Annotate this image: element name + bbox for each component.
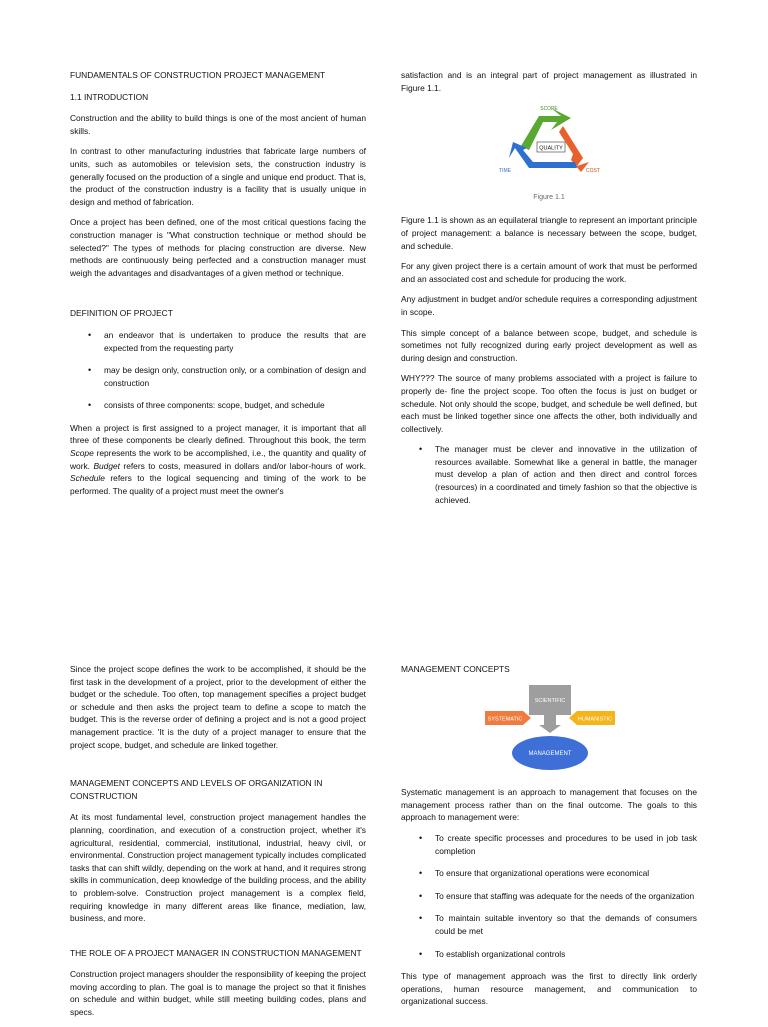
balance-concept-paragraph: This simple concept of a balance between scope, budget, and schedule is sometimes not fully recognized during early project development as well as during design and construction. [401, 327, 697, 363]
list-item: • consists of three components: scope, budget, and schedule [70, 399, 366, 412]
manager-list [401, 443, 697, 506]
text-fragment: refers to costs, measured in dollars and/or labor-hours of work. [119, 460, 366, 471]
management-concepts-diagram [401, 685, 697, 779]
fundamental-level-paragraph: At its most fundamental level, construction project management handles the planning, coordination, and execution of a construction project, whether it's agricultural, residential, commercial, institutional, industrial, heavy civil, or environmental. Construction project management typically includes complicated tasks that can shift wildly, depending on the work at hand, and it requires strong skills in communication, deep knowledge of the building process, and the ability to problem-solve. Construction project management is a complex field, requiring knowledge in many different areas like finance, mediation, law, business, and more. [70, 812, 366, 924]
scope-first-paragraph: Since the project scope defines the work to be accomplished, it should be the first task in the development of a project, prior to the development of either the budget or the schedule. Too often, top management specifies a project budget or schedule and then asks the project team to define a scope to match the budget. This is the reverse order of defining a project and is not a good project management practice. 'It is the duty of a project manager to ensure that the project scope, budget, and schedule are linked together. [70, 664, 366, 750]
cost-label: COST [586, 168, 600, 175]
scope-term: Scope [70, 448, 94, 459]
adjustment-paragraph: Any adjustment in budget and/or schedule requires a corresponding adjustment in scope. [401, 294, 697, 317]
definition-heading: DEFINITION OF PROJECT [70, 308, 173, 319]
management-levels-heading: MANAGEMENT CONCEPTS AND LEVELS OF ORGANIZATION IN CONSTRUCTION [70, 778, 323, 801]
triangle-explanation-paragraph: Figure 1.1 is shown as an equilateral triangle to represent an important principle of project management: a balance is necessary between the scope, budget, and schedule. [401, 215, 697, 251]
project-manager-role-heading: THE ROLE OF A PROJECT MANAGER IN CONSTRUCTION MANAGEMENT [70, 947, 362, 958]
top-right-column [401, 69, 697, 516]
humanistic-label: HUMANISTIC [577, 716, 613, 723]
section-introduction-heading: 1.1 INTRODUCTION [70, 91, 149, 102]
why-paragraph: WHY??? The source of many problems associated with a project is failure to properly de- fine the project scope. Too often the focus is just on budget or schedule. Not only should the scope, budget, and schedule be well defined, but each must be linked together since one affects the other, both individually and collectively. [401, 373, 697, 434]
text-fragment: represents the work to be accomplished, i.e., the quantity and quality of work. [70, 448, 366, 471]
scope-label: SCOPE [540, 106, 558, 113]
schedule-term: Schedule [70, 473, 105, 484]
bottom-right-column [401, 663, 697, 1016]
bottom-left-column [70, 663, 366, 1027]
list-item: • To ensure that staffing was adequate for the needs of the organization [401, 890, 697, 903]
document-title: FUNDAMENTALS OF CONSTRUCTION PROJECT MANAGEMENT [70, 70, 326, 80]
figure-1-1-caption: Figure 1.1 [533, 193, 565, 201]
list-item: • The manager must be clever and innovative in the utilization of resources available. Somewhat like a general in battle, the manager must develop a plan of action and then direct and control forces (resources) in a coordinated and timely fashion so that the objective is achieved. [401, 443, 697, 506]
quality-label: QUALITY [539, 145, 563, 152]
list-item: • To maintain suitable inventory so that the demands of consumers could be met [401, 912, 697, 937]
intro-paragraph-2: In contrast to other manufacturing industries that fabricate large numbers of units, such as automobiles or television sets, the construction industry is generally focused on the production of a single and unique end product. That is, the product of the construction industry is a facility that is usually unique in design and method of fabrication. [70, 146, 366, 207]
systematic-goals-list [401, 832, 697, 960]
list-item: • To ensure that organizational operations were economical [401, 867, 697, 880]
budget-term: Budget [93, 460, 120, 471]
management-approach-paragraph: This type of management approach was the first to directly link orderly operations, human resource management, and communication to organizational success. [401, 971, 697, 1007]
project-manager-role-paragraph: Construction project managers shoulder the responsibility of keeping the project moving according to plan. The goal is to manage the project so that it finishes on schedule and within budget, while still meeting building codes, plans and specs. [70, 969, 366, 1018]
top-left-column [70, 69, 366, 505]
definition-list [70, 329, 366, 412]
scientific-label: SCIENTIFIC [534, 697, 566, 704]
list-item: • To create specific processes and procedures to be used in job task completion [401, 832, 697, 857]
text-fragment: When a project is first assigned to a project manager, it is important that all three of these components be clearly defined. Throughout this book, the term [70, 422, 366, 446]
systematic-management-paragraph: Systematic management is an approach to management that focuses on the management process rather than on the final outcome. The goals to this approach to management were: [401, 787, 697, 823]
work-cost-paragraph: For any given project there is a certain amount of work that must be performed and an associated cost and schedule for producing the work. [401, 261, 697, 284]
continuation-paragraph: satisfaction and is an integral part of project management as illustrated in Figure 1.1. [401, 70, 697, 93]
list-item: • may be design only, construction only, or a combination of design and construction [70, 364, 366, 389]
management-label: MANAGEMENT [528, 750, 572, 757]
systematic-label: SYSTEMATIC [487, 716, 523, 723]
intro-paragraph-1: Construction and the ability to build things is one of the most ancient of human skills. [70, 113, 366, 136]
list-item: • To establish organizational controls [401, 948, 697, 961]
intro-paragraph-3: Once a project has been defined, one of the most critical questions facing the construction manager is "What construction technique or method should be selected?" The types of methods for placing construction are diverse. New methods are continuously being perfected and a construction manager must weigh the advantages and disadvantages of a given method or technique. [70, 217, 366, 278]
scope-quality-triangle-diagram [401, 102, 697, 186]
components-paragraph [70, 422, 366, 498]
text-fragment: refers to the logical sequencing and timing of the work to be performed. The quality of a project must meet the owner's [70, 473, 366, 496]
management-concepts-heading: MANAGEMENT CONCEPTS [401, 664, 510, 674]
list-item: • an endeavor that is undertaken to produce the results that are expected from the requesting party [70, 329, 366, 354]
management-concepts-svg [401, 685, 697, 775]
time-label: TIME [499, 168, 511, 175]
figure-1-1 [401, 102, 697, 204]
down-arrow-icon [539, 715, 561, 733]
